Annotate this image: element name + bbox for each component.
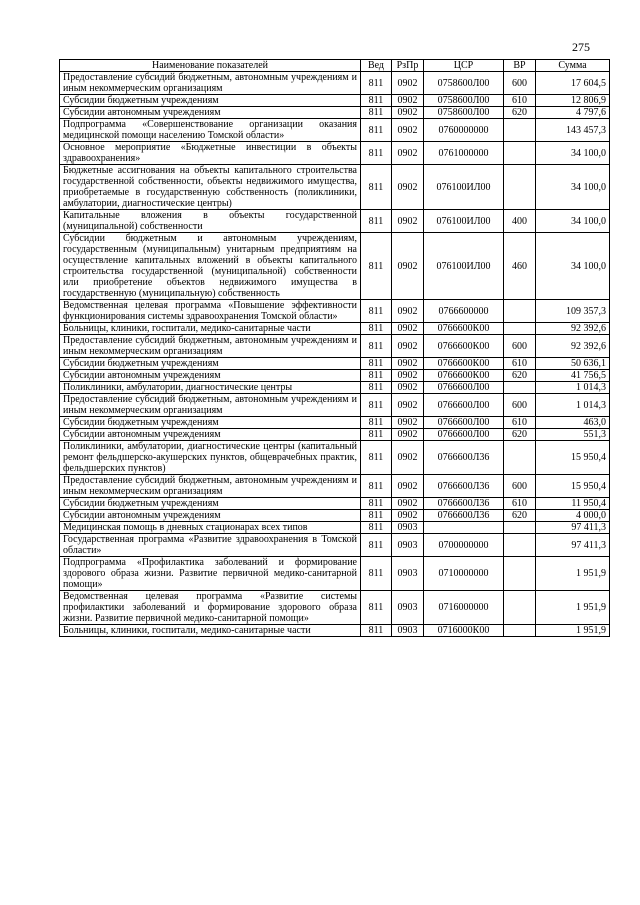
cell-name: Предоставление субсидий бюджетным, автономным учреждениям и иным некоммерческим организациям <box>60 335 361 358</box>
cell-name: Субсидии автономным учреждениям <box>60 429 361 441</box>
cell-sum: 463,0 <box>536 417 610 429</box>
cell-sum: 1 014,3 <box>536 394 610 417</box>
cell-rzpr: 0903 <box>392 522 424 534</box>
cell-csr: 0716000000 <box>424 591 504 625</box>
cell-rzpr: 0902 <box>392 95 424 107</box>
cell-csr: 0710000000 <box>424 557 504 591</box>
cell-name: Субсидии бюджетным и автономным учреждениям, государственным (муниципальным) унитарным предприятиям на осуществление капитальных вложений в объекты капитального строительства государственной (муниципальной) собственности или приобретение объектов недвижимого имущества в государственную (муниципальную) собственность <box>60 233 361 300</box>
cell-name: Поликлиники, амбулатории, диагностические центры <box>60 382 361 394</box>
cell-vr: 610 <box>504 358 536 370</box>
cell-sum: 15 950,4 <box>536 475 610 498</box>
cell-name: Субсидии автономным учреждениям <box>60 107 361 119</box>
cell-ved: 811 <box>361 441 392 475</box>
cell-vr: 620 <box>504 429 536 441</box>
cell-ved: 811 <box>361 591 392 625</box>
cell-sum: 34 100,0 <box>536 165 610 210</box>
cell-rzpr: 0903 <box>392 625 424 637</box>
cell-rzpr: 0902 <box>392 370 424 382</box>
cell-sum: 92 392,6 <box>536 335 610 358</box>
cell-name: Ведомственная целевая программа «Развитие системы профилактики заболеваний и формирование здорового образа жизни. Развитие первичной медико-санитарной помощи» <box>60 591 361 625</box>
cell-rzpr: 0902 <box>392 382 424 394</box>
table-row <box>60 534 610 557</box>
cell-sum: 34 100,0 <box>536 142 610 165</box>
cell-csr: 0766600Л00 <box>424 417 504 429</box>
cell-vr <box>504 625 536 637</box>
cell-rzpr: 0902 <box>392 417 424 429</box>
cell-vr: 610 <box>504 417 536 429</box>
cell-vr: 620 <box>504 370 536 382</box>
cell-ved: 811 <box>361 417 392 429</box>
cell-rzpr: 0902 <box>392 498 424 510</box>
cell-rzpr: 0902 <box>392 300 424 323</box>
cell-csr: 0758600Л00 <box>424 95 504 107</box>
cell-csr <box>424 522 504 534</box>
cell-name: Больницы, клиники, госпитали, медико-санитарные части <box>60 323 361 335</box>
cell-sum: 50 636,1 <box>536 358 610 370</box>
page-number: 275 <box>572 40 590 54</box>
cell-rzpr: 0902 <box>392 358 424 370</box>
table-row <box>60 72 610 95</box>
table-row <box>60 210 610 233</box>
cell-ved: 811 <box>361 370 392 382</box>
cell-name: Субсидии автономным учреждениям <box>60 510 361 522</box>
cell-sum: 109 357,3 <box>536 300 610 323</box>
cell-vr: 600 <box>504 335 536 358</box>
cell-vr: 610 <box>504 498 536 510</box>
cell-rzpr: 0903 <box>392 557 424 591</box>
table-row <box>60 370 610 382</box>
table-row <box>60 417 610 429</box>
cell-vr <box>504 323 536 335</box>
cell-csr: 0766600Л00 <box>424 382 504 394</box>
header-csr: ЦСР <box>424 60 504 72</box>
cell-ved: 811 <box>361 233 392 300</box>
cell-csr: 0766600К00 <box>424 335 504 358</box>
cell-ved: 811 <box>361 335 392 358</box>
cell-sum: 1 951,9 <box>536 591 610 625</box>
cell-vr: 600 <box>504 475 536 498</box>
cell-ved: 811 <box>361 429 392 441</box>
cell-ved: 811 <box>361 522 392 534</box>
cell-name: Основное мероприятие «Бюджетные инвестиции в объекты здравоохранения» <box>60 142 361 165</box>
cell-vr: 600 <box>504 394 536 417</box>
table-row <box>60 95 610 107</box>
cell-sum: 97 411,3 <box>536 534 610 557</box>
cell-name: Больницы, клиники, госпитали, медико-санитарные части <box>60 625 361 637</box>
cell-sum: 4 797,6 <box>536 107 610 119</box>
table-row <box>60 510 610 522</box>
table-row <box>60 233 610 300</box>
table-row <box>60 522 610 534</box>
cell-csr: 076100ИЛ00 <box>424 165 504 210</box>
cell-ved: 811 <box>361 382 392 394</box>
header-name: Наименование показателей <box>60 60 361 72</box>
cell-rzpr: 0902 <box>392 394 424 417</box>
cell-vr <box>504 534 536 557</box>
cell-vr: 600 <box>504 72 536 95</box>
cell-name: Субсидии бюджетным учреждениям <box>60 358 361 370</box>
cell-csr: 0766600000 <box>424 300 504 323</box>
cell-sum: 143 457,3 <box>536 119 610 142</box>
cell-vr: 620 <box>504 510 536 522</box>
cell-sum: 1 951,9 <box>536 557 610 591</box>
cell-rzpr: 0902 <box>392 441 424 475</box>
cell-sum: 4 000,0 <box>536 510 610 522</box>
cell-sum: 551,3 <box>536 429 610 441</box>
table-body <box>60 72 610 637</box>
cell-vr <box>504 165 536 210</box>
table-row <box>60 557 610 591</box>
cell-vr <box>504 142 536 165</box>
cell-sum: 12 806,9 <box>536 95 610 107</box>
cell-csr: 0766600Л00 <box>424 394 504 417</box>
cell-ved: 811 <box>361 119 392 142</box>
cell-ved: 811 <box>361 95 392 107</box>
cell-rzpr: 0902 <box>392 142 424 165</box>
cell-ved: 811 <box>361 498 392 510</box>
cell-name: Субсидии бюджетным учреждениям <box>60 95 361 107</box>
cell-rzpr: 0902 <box>392 323 424 335</box>
cell-vr: 400 <box>504 210 536 233</box>
header-rzpr: РзПр <box>392 60 424 72</box>
table-row <box>60 498 610 510</box>
cell-name: Ведомственная целевая программа «Повышение эффективности функционирования системы здравоохранения Томской области» <box>60 300 361 323</box>
cell-sum: 41 756,5 <box>536 370 610 382</box>
cell-name: Предоставление субсидий бюджетным, автономным учреждениям и иным некоммерческим организациям <box>60 394 361 417</box>
cell-csr: 0766600Л00 <box>424 429 504 441</box>
cell-csr: 0700000000 <box>424 534 504 557</box>
cell-ved: 811 <box>361 510 392 522</box>
header-sum: Сумма <box>536 60 610 72</box>
table-row <box>60 358 610 370</box>
table-row <box>60 625 610 637</box>
cell-ved: 811 <box>361 107 392 119</box>
cell-sum: 34 100,0 <box>536 233 610 300</box>
cell-name: Предоставление субсидий бюджетным, автономным учреждениям и иным некоммерческим организациям <box>60 475 361 498</box>
header-vr: ВР <box>504 60 536 72</box>
header-ved: Вед <box>361 60 392 72</box>
cell-csr: 076100ИЛ00 <box>424 210 504 233</box>
cell-vr <box>504 300 536 323</box>
cell-csr: 0766600К00 <box>424 323 504 335</box>
cell-name: Государственная программа «Развитие здравоохранения в Томской области» <box>60 534 361 557</box>
cell-rzpr: 0902 <box>392 475 424 498</box>
cell-csr: 0761000000 <box>424 142 504 165</box>
cell-ved: 811 <box>361 300 392 323</box>
cell-csr: 0758600Л00 <box>424 107 504 119</box>
cell-ved: 811 <box>361 165 392 210</box>
cell-csr: 0766600К00 <box>424 358 504 370</box>
cell-rzpr: 0902 <box>392 429 424 441</box>
cell-rzpr: 0902 <box>392 335 424 358</box>
cell-vr: 610 <box>504 95 536 107</box>
cell-sum: 97 411,3 <box>536 522 610 534</box>
cell-ved: 811 <box>361 72 392 95</box>
cell-sum: 34 100,0 <box>536 210 610 233</box>
cell-rzpr: 0902 <box>392 107 424 119</box>
cell-vr: 460 <box>504 233 536 300</box>
cell-ved: 811 <box>361 323 392 335</box>
cell-csr: 076100ИЛ00 <box>424 233 504 300</box>
cell-name: Подпрограмма «Профилактика заболеваний и формирование здорового образа жизни. Развитие первичной медико-санитарной помощи» <box>60 557 361 591</box>
cell-vr <box>504 522 536 534</box>
cell-ved: 811 <box>361 557 392 591</box>
table-row <box>60 591 610 625</box>
cell-ved: 811 <box>361 210 392 233</box>
cell-sum: 17 604,5 <box>536 72 610 95</box>
table-row <box>60 475 610 498</box>
table-row <box>60 107 610 119</box>
table-row <box>60 300 610 323</box>
cell-vr <box>504 119 536 142</box>
table-row <box>60 382 610 394</box>
cell-name: Поликлиники, амбулатории, диагностические центры (капитальный ремонт фельдшерско-акушерских пунктов, общеврачебных практик, фельдшерских пунктов) <box>60 441 361 475</box>
cell-ved: 811 <box>361 358 392 370</box>
cell-rzpr: 0902 <box>392 165 424 210</box>
cell-rzpr: 0902 <box>392 210 424 233</box>
cell-ved: 811 <box>361 625 392 637</box>
cell-rzpr: 0902 <box>392 510 424 522</box>
cell-sum: 92 392,6 <box>536 323 610 335</box>
cell-sum: 1 951,9 <box>536 625 610 637</box>
cell-ved: 811 <box>361 475 392 498</box>
cell-csr: 0766600Л36 <box>424 441 504 475</box>
cell-vr <box>504 382 536 394</box>
cell-ved: 811 <box>361 534 392 557</box>
cell-ved: 811 <box>361 142 392 165</box>
table-header-row <box>60 60 610 72</box>
cell-sum: 1 014,3 <box>536 382 610 394</box>
cell-name: Субсидии автономным учреждениям <box>60 370 361 382</box>
cell-name: Бюджетные ассигнования на объекты капитального строительства государственной собственности, объекты недвижимого имущества, приобретаемые в государственную собственность (поликлиники, амбулатории, диагностические центры) <box>60 165 361 210</box>
cell-sum: 15 950,4 <box>536 441 610 475</box>
cell-name: Субсидии бюджетным учреждениям <box>60 417 361 429</box>
cell-csr: 0766600Л36 <box>424 475 504 498</box>
cell-name: Медицинская помощь в дневных стационарах всех типов <box>60 522 361 534</box>
cell-csr: 0716000К00 <box>424 625 504 637</box>
cell-vr <box>504 591 536 625</box>
cell-rzpr: 0902 <box>392 119 424 142</box>
cell-sum: 11 950,4 <box>536 498 610 510</box>
cell-csr: 0766600К00 <box>424 370 504 382</box>
cell-vr <box>504 441 536 475</box>
cell-vr: 620 <box>504 107 536 119</box>
table-row <box>60 335 610 358</box>
table-row <box>60 441 610 475</box>
cell-rzpr: 0902 <box>392 72 424 95</box>
cell-name: Субсидии бюджетным учреждениям <box>60 498 361 510</box>
cell-name: Подпрограмма «Совершенствование организации оказания медицинской помощи населению Томской области» <box>60 119 361 142</box>
cell-csr: 0760000000 <box>424 119 504 142</box>
cell-csr: 0758600Л00 <box>424 72 504 95</box>
table-row <box>60 165 610 210</box>
cell-rzpr: 0903 <box>392 534 424 557</box>
cell-csr: 0766600Л36 <box>424 510 504 522</box>
cell-name: Капитальные вложения в объекты государственной (муниципальной) собственности <box>60 210 361 233</box>
cell-rzpr: 0903 <box>392 591 424 625</box>
budget-table <box>59 59 610 637</box>
cell-rzpr: 0902 <box>392 233 424 300</box>
table-row <box>60 323 610 335</box>
table-row <box>60 394 610 417</box>
table-row <box>60 119 610 142</box>
cell-csr: 0766600Л36 <box>424 498 504 510</box>
cell-name: Предоставление субсидий бюджетным, автономным учреждениям и иным некоммерческим организациям <box>60 72 361 95</box>
cell-ved: 811 <box>361 394 392 417</box>
cell-vr <box>504 557 536 591</box>
table-row <box>60 142 610 165</box>
table-row <box>60 429 610 441</box>
